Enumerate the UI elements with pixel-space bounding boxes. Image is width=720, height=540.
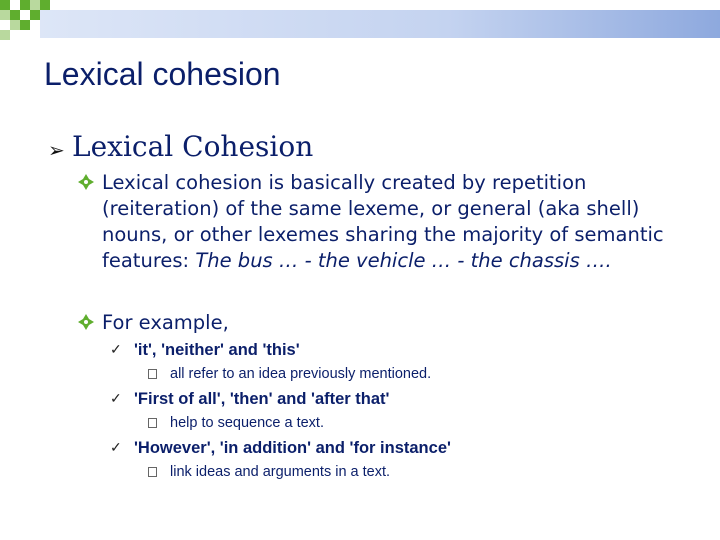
diamond-bullet-icon [78, 174, 94, 190]
example-note-text: all refer to an idea previously mentioned. [170, 366, 432, 382]
corner-square-light-3 [0, 30, 10, 40]
corner-square-light-1 [0, 10, 10, 20]
diamond-bullet-icon [78, 314, 94, 330]
slide-title: Lexical cohesion [44, 56, 281, 92]
corner-square-light-4 [30, 0, 40, 10]
header-gradient-bar [40, 10, 720, 38]
example-note-text: link ideas and arguments in a text. [170, 464, 391, 480]
corner-square-light-2 [10, 20, 20, 30]
example-term: 'However', 'in addition' and 'for instance' [134, 439, 451, 457]
square-bullet-icon [148, 467, 157, 477]
square-bullet-icon [148, 369, 157, 379]
definition-example: The bus … - the vehicle … - the chassis …. [195, 249, 612, 272]
example-term: 'it', 'neither' and 'this' [134, 341, 300, 359]
check-icon: ✓ [110, 341, 122, 357]
corner-square-green-1 [0, 0, 10, 10]
example-term: 'First of all', 'then' and 'after that' [134, 390, 390, 408]
check-icon: ✓ [110, 390, 122, 406]
main-bullet-label: Lexical Cohesion [72, 130, 314, 163]
example-note-text: help to sequence a text. [170, 415, 324, 431]
corner-square-green-6 [40, 0, 50, 10]
corner-square-green-4 [30, 10, 40, 20]
for-example-label: For example, [102, 311, 229, 334]
square-bullet-icon [148, 418, 157, 428]
corner-square-green-3 [20, 0, 30, 10]
corner-square-green-5 [20, 20, 30, 30]
check-icon: ✓ [110, 439, 122, 455]
corner-square-green-2 [10, 10, 20, 20]
definition-plain: Lexical cohesion is basically created by repetition (reiteration) of the same lexeme, or general (aka shell) nouns, or other lexemes sharing the majority of semantic features: [102, 171, 664, 272]
definition-text [102, 170, 674, 274]
arrow-bullet-icon: ➢ [48, 138, 65, 162]
